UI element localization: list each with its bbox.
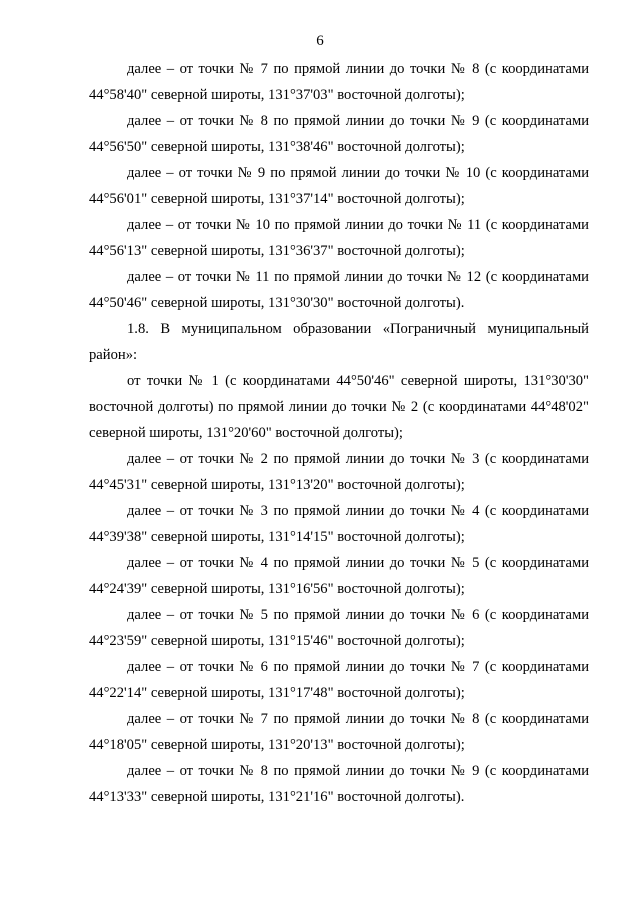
section-heading-1-8: 1.8. В муниципальном образовании «Пограничный муниципальный район»: (89, 321, 589, 363)
paragraph-boundary-point-10-11: далее – от точки № 10 по прямой линии до точки № 11 (с координатами 44°56'13" северной широты, 131°36'37" восточной долготы); (89, 217, 589, 259)
paragraph-pogranichny-point-4-5: далее – от точки № 4 по прямой линии до точки № 5 (с координатами 44°24'39" северной широты, 131°16'56" восточной долготы); (89, 555, 589, 597)
paragraph-pogranichny-point-8-9: далее – от точки № 8 по прямой линии до точки № 9 (с координатами 44°13'33" северной широты, 131°21'16" восточной долготы). (89, 763, 589, 805)
paragraph-pogranichny-point-6-7: далее – от точки № 6 по прямой линии до точки № 7 (с координатами 44°22'14" северной широты, 131°17'48" восточной долготы); (89, 659, 589, 701)
paragraph-pogranichny-point-1-2: от точки № 1 (с координатами 44°50'46" северной широты, 131°30'30" восточной долготы) по прямой линии до точки № 2 (с координатами 44°48'02" северной широты, 131°20'60" восточной долготы); (89, 373, 589, 441)
document-body (89, 56, 589, 810)
paragraph-pogranichny-point-7-8: далее – от точки № 7 по прямой линии до точки № 8 (с координатами 44°18'05" северной широты, 131°20'13" восточной долготы); (89, 711, 589, 753)
page-number: 6 (316, 33, 324, 49)
paragraph-boundary-point-7-8: далее – от точки № 7 по прямой линии до точки № 8 (с координатами 44°58'40" северной широты, 131°37'03" восточной долготы); (89, 61, 589, 103)
paragraph-boundary-point-11-12: далее – от точки № 11 по прямой линии до точки № 12 (с координатами 44°50'46" северной широты, 131°30'30" восточной долготы). (89, 269, 589, 311)
paragraph-pogranichny-point-2-3: далее – от точки № 2 по прямой линии до точки № 3 (с координатами 44°45'31" северной широты, 131°13'20" восточной долготы); (89, 451, 589, 493)
paragraph-pogranichny-point-3-4: далее – от точки № 3 по прямой линии до точки № 4 (с координатами 44°39'38" северной широты, 131°14'15" восточной долготы); (89, 503, 589, 545)
paragraph-boundary-point-8-9: далее – от точки № 8 по прямой линии до точки № 9 (с координатами 44°56'50" северной широты, 131°38'46" восточной долготы); (89, 113, 589, 155)
paragraph-boundary-point-9-10: далее – от точки № 9 по прямой линии до точки № 10 (с координатами 44°56'01" северной широты, 131°37'14" восточной долготы); (89, 165, 589, 207)
paragraph-pogranichny-point-5-6: далее – от точки № 5 по прямой линии до точки № 6 (с координатами 44°23'59" северной широты, 131°15'46" восточной долготы); (89, 607, 589, 649)
